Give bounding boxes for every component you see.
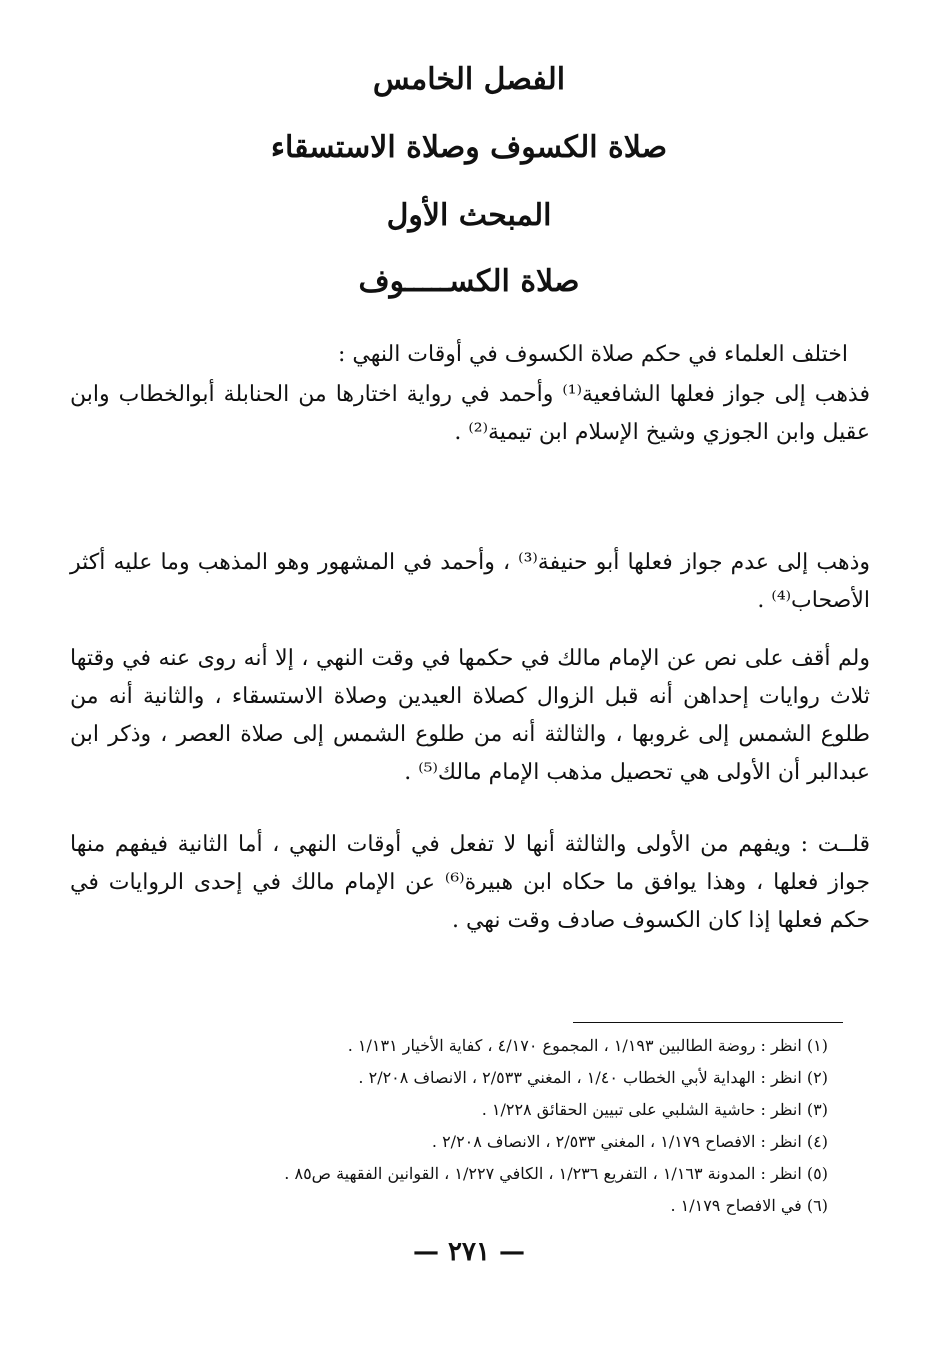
section-title: صلاة الكســـــوف [358,264,580,299]
footnote-2: (٢) انظر : الهداية لأبي الخطاب ١/٤٠ ، المغني ٢/٥٣٣ ، الانصاف ٢/٢٠٨ . [358,1068,828,1087]
section-heading: المبحث الأول [386,198,552,233]
footnotes-list [108,1030,828,1222]
footnote-5: (٥) انظر : المدونة ١/١٦٣ ، التفريع ١/٢٣٦ ، الكافي ١/٢٢٧ ، القوانين الفقهية ص٨٥ . [284,1164,828,1183]
paragraph-author-note: قلــت : ويفهم من الأولى والثالثة أنها لا تفعل في أوقات النهي ، أما الثانية فيفهم منها جواز فعلها ، وهذا يوافق ما حكاه ابن هبيرة⁽⁶⁾ عن الإمام مالك في إحدى الروايات في حكم فعلها إذا كان الكسوف صادف وقت نهي . [70,832,870,933]
footnote-3: (٣) انظر : حاشية الشلبي على تبيين الحقائق ١/٢٢٨ . [481,1100,828,1119]
paragraph-malik: ولم أقف على نص عن الإمام مالك في حكمها في وقت النهي ، إلا أنه روى عنه في وقتها ثلاث روايات إحداهن أنه قبل الزوال كصلاة العيدين وصلاة الاستسقاء ، والثانية أنه من طلوع الشمس إلى غروبها ، والثالثة أنه من طلوع الشمس إلى صلاة العصر ، وذكر ابن عبدالبر أن الأولى هي تحصيل مذهب الإمام مالك⁽⁵⁾ . [70,646,870,785]
paragraph-permitted: فذهب إلى جواز فعلها الشافعية⁽¹⁾ وأحمد في رواية اختارها من الحنابلة أبوالخطاب وابن عقيل وابن الجوزي وشيخ الإسلام ابن تيمية⁽²⁾ . [70,382,870,445]
paragraph-not-permitted: وذهب إلى عدم جواز فعلها أبو حنيفة⁽³⁾ ، وأحمد في المشهور وهو المذهب وما عليه أكثر الأصحاب⁽⁴⁾ . [70,550,870,613]
chapter-title: صلاة الكسوف وصلاة الاستسقاء [270,130,668,165]
page-number: — ٢٧١ — [412,1237,526,1267]
chapter-heading: الفصل الخامس [372,62,566,97]
paragraph-intro: اختلف العلماء في حكم صلاة الكسوف في أوقات النهي : [337,342,848,367]
footnote-divider [573,1022,843,1023]
footnote-1: (١) انظر : روضة الطالبين ١/١٩٣ ، المجموع ٤/١٧٠ ، كفاية الأخيار ١/١٣١ . [347,1036,828,1055]
footnote-4: (٤) انظر : الافصاح ١/١٧٩ ، المغني ٢/٥٣٣ ، الانصاف ٢/٢٠٨ . [431,1132,828,1151]
footnote-6: (٦) في الافصاح ١/١٧٩ . [670,1196,828,1215]
